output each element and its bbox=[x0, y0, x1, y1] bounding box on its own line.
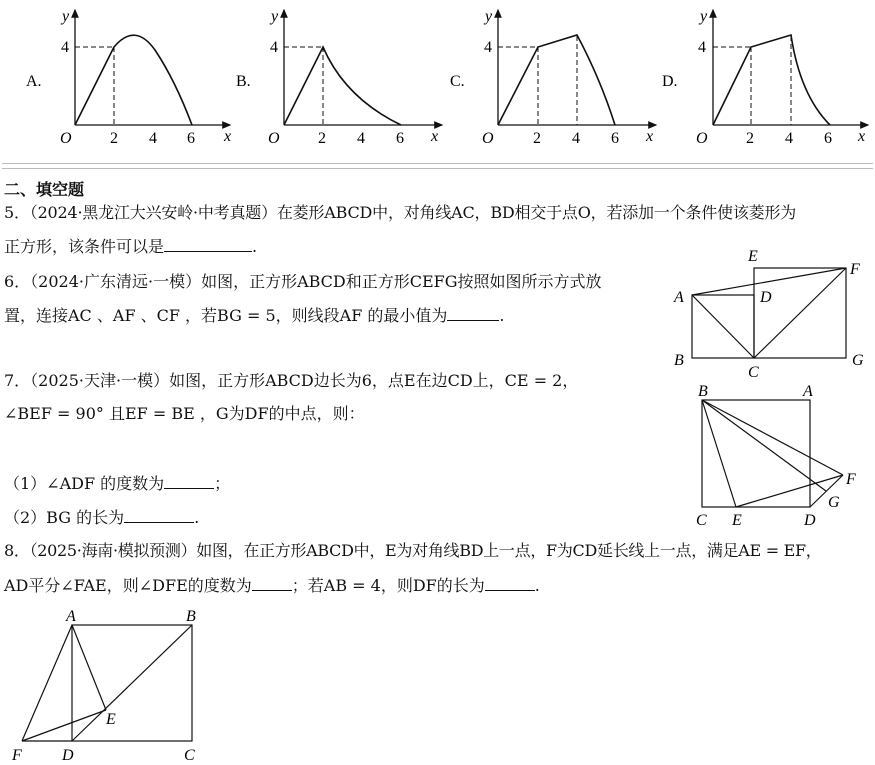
label-a: A bbox=[674, 289, 684, 306]
label-e: E bbox=[106, 711, 116, 728]
q6-line1: 6．（2024·广东清远·一模）如图，正方形ABCD和正方形CEFG按照如图所示方式放 bbox=[4, 272, 602, 291]
answer-blank bbox=[164, 473, 214, 489]
x-axis-label: x bbox=[431, 128, 439, 145]
origin-label: O bbox=[268, 130, 280, 147]
y-axis-label: y bbox=[271, 8, 279, 25]
q7-sub2: （2）BG 的长为 . bbox=[4, 508, 200, 527]
label-c: C bbox=[748, 364, 759, 381]
q5-line2: 正方形，该条件可以是 . bbox=[4, 237, 258, 256]
xtick-2: 2 bbox=[110, 130, 118, 147]
option-label-c: C. bbox=[450, 73, 465, 90]
origin-label: O bbox=[60, 130, 72, 147]
xtick-6: 6 bbox=[187, 130, 195, 147]
label-c: C bbox=[696, 512, 707, 529]
label-b: B bbox=[186, 608, 196, 625]
q7-line2: ∠BEF = 90° 且EF = BE ，G为DF的中点，则： bbox=[4, 404, 365, 423]
option-label-a: A. bbox=[26, 73, 42, 90]
y-axis-label: y bbox=[485, 8, 493, 25]
divider bbox=[2, 163, 873, 164]
label-d: D bbox=[760, 289, 772, 306]
label-b: B bbox=[698, 383, 708, 400]
y-axis-label: y bbox=[62, 8, 70, 25]
xtick-2: 2 bbox=[533, 130, 541, 147]
label-e: E bbox=[748, 248, 758, 265]
xtick-4: 4 bbox=[572, 130, 580, 147]
label-b: B bbox=[674, 352, 684, 369]
option-label-b: B. bbox=[236, 73, 251, 90]
xtick-4: 4 bbox=[149, 130, 157, 147]
answer-blank bbox=[447, 305, 499, 321]
q7-figure bbox=[690, 380, 870, 530]
x-axis-label: x bbox=[646, 128, 654, 145]
label-e: E bbox=[732, 512, 742, 529]
q6-line2: 置，连接AC 、AF 、CF ，若BG = 5，则线段AF 的最小值为 . bbox=[4, 306, 505, 325]
label-c: C bbox=[184, 747, 195, 764]
x-axis-label: x bbox=[224, 128, 232, 145]
label-d: D bbox=[804, 512, 816, 529]
q8-line2: AD平分∠FAE，则∠DFE的度数为 ；若AB = 4，则DF的长为 . bbox=[4, 576, 540, 595]
label-f: F bbox=[12, 747, 22, 764]
y-axis-label: y bbox=[700, 8, 708, 25]
graph-b bbox=[236, 8, 442, 147]
label-a: A bbox=[803, 383, 813, 400]
ytick-4: 4 bbox=[270, 39, 278, 56]
q6-figure bbox=[660, 240, 870, 385]
xtick-4: 4 bbox=[785, 130, 793, 147]
label-g: G bbox=[852, 352, 864, 369]
options-graphs bbox=[0, 0, 875, 160]
xtick-2: 2 bbox=[746, 130, 754, 147]
answer-blank bbox=[164, 236, 252, 252]
xtick-4: 4 bbox=[357, 130, 365, 147]
answer-blank bbox=[252, 575, 292, 591]
xtick-6: 6 bbox=[824, 130, 832, 147]
q5-line1: 5．（2024·黑龙江大兴安岭·中考真题）在菱形ABCD中，对角线AC，BD相交于点O，若添加一个条件使该菱形为 bbox=[4, 203, 797, 222]
graph-d bbox=[662, 8, 868, 147]
label-g: G bbox=[828, 494, 840, 511]
q7-line1: 7．（2025·天津·一模）如图，正方形ABCD边长为6，点E在边CD上，CE = 2， bbox=[4, 371, 579, 390]
section-title: 二、填空题 bbox=[4, 180, 85, 199]
graph-a bbox=[26, 8, 231, 147]
label-a: A bbox=[66, 608, 76, 625]
divider bbox=[2, 168, 873, 169]
xtick-2: 2 bbox=[318, 130, 326, 147]
option-label-d: D. bbox=[662, 73, 678, 90]
q7-sub1: （1）∠ADF 的度数为 ； bbox=[4, 474, 231, 493]
ytick-4: 4 bbox=[484, 39, 492, 56]
origin-label: O bbox=[696, 130, 708, 147]
x-axis-label: x bbox=[858, 128, 866, 145]
label-f: F bbox=[846, 471, 856, 488]
ytick-4: 4 bbox=[61, 39, 69, 56]
ytick-4: 4 bbox=[698, 39, 706, 56]
answer-blank bbox=[485, 575, 535, 591]
xtick-6: 6 bbox=[611, 130, 619, 147]
q8-figure bbox=[0, 600, 220, 765]
label-d: D bbox=[62, 747, 74, 764]
origin-label: O bbox=[482, 130, 494, 147]
label-f: F bbox=[850, 261, 860, 278]
xtick-6: 6 bbox=[396, 130, 404, 147]
answer-blank bbox=[124, 507, 194, 523]
graph-c bbox=[450, 8, 656, 147]
q8-line1: 8．（2025·海南·模拟预测）如图，在正方形ABCD中，E为对角线BD上一点，F为CD延长线上一点，满足AE = EF， bbox=[4, 541, 822, 560]
